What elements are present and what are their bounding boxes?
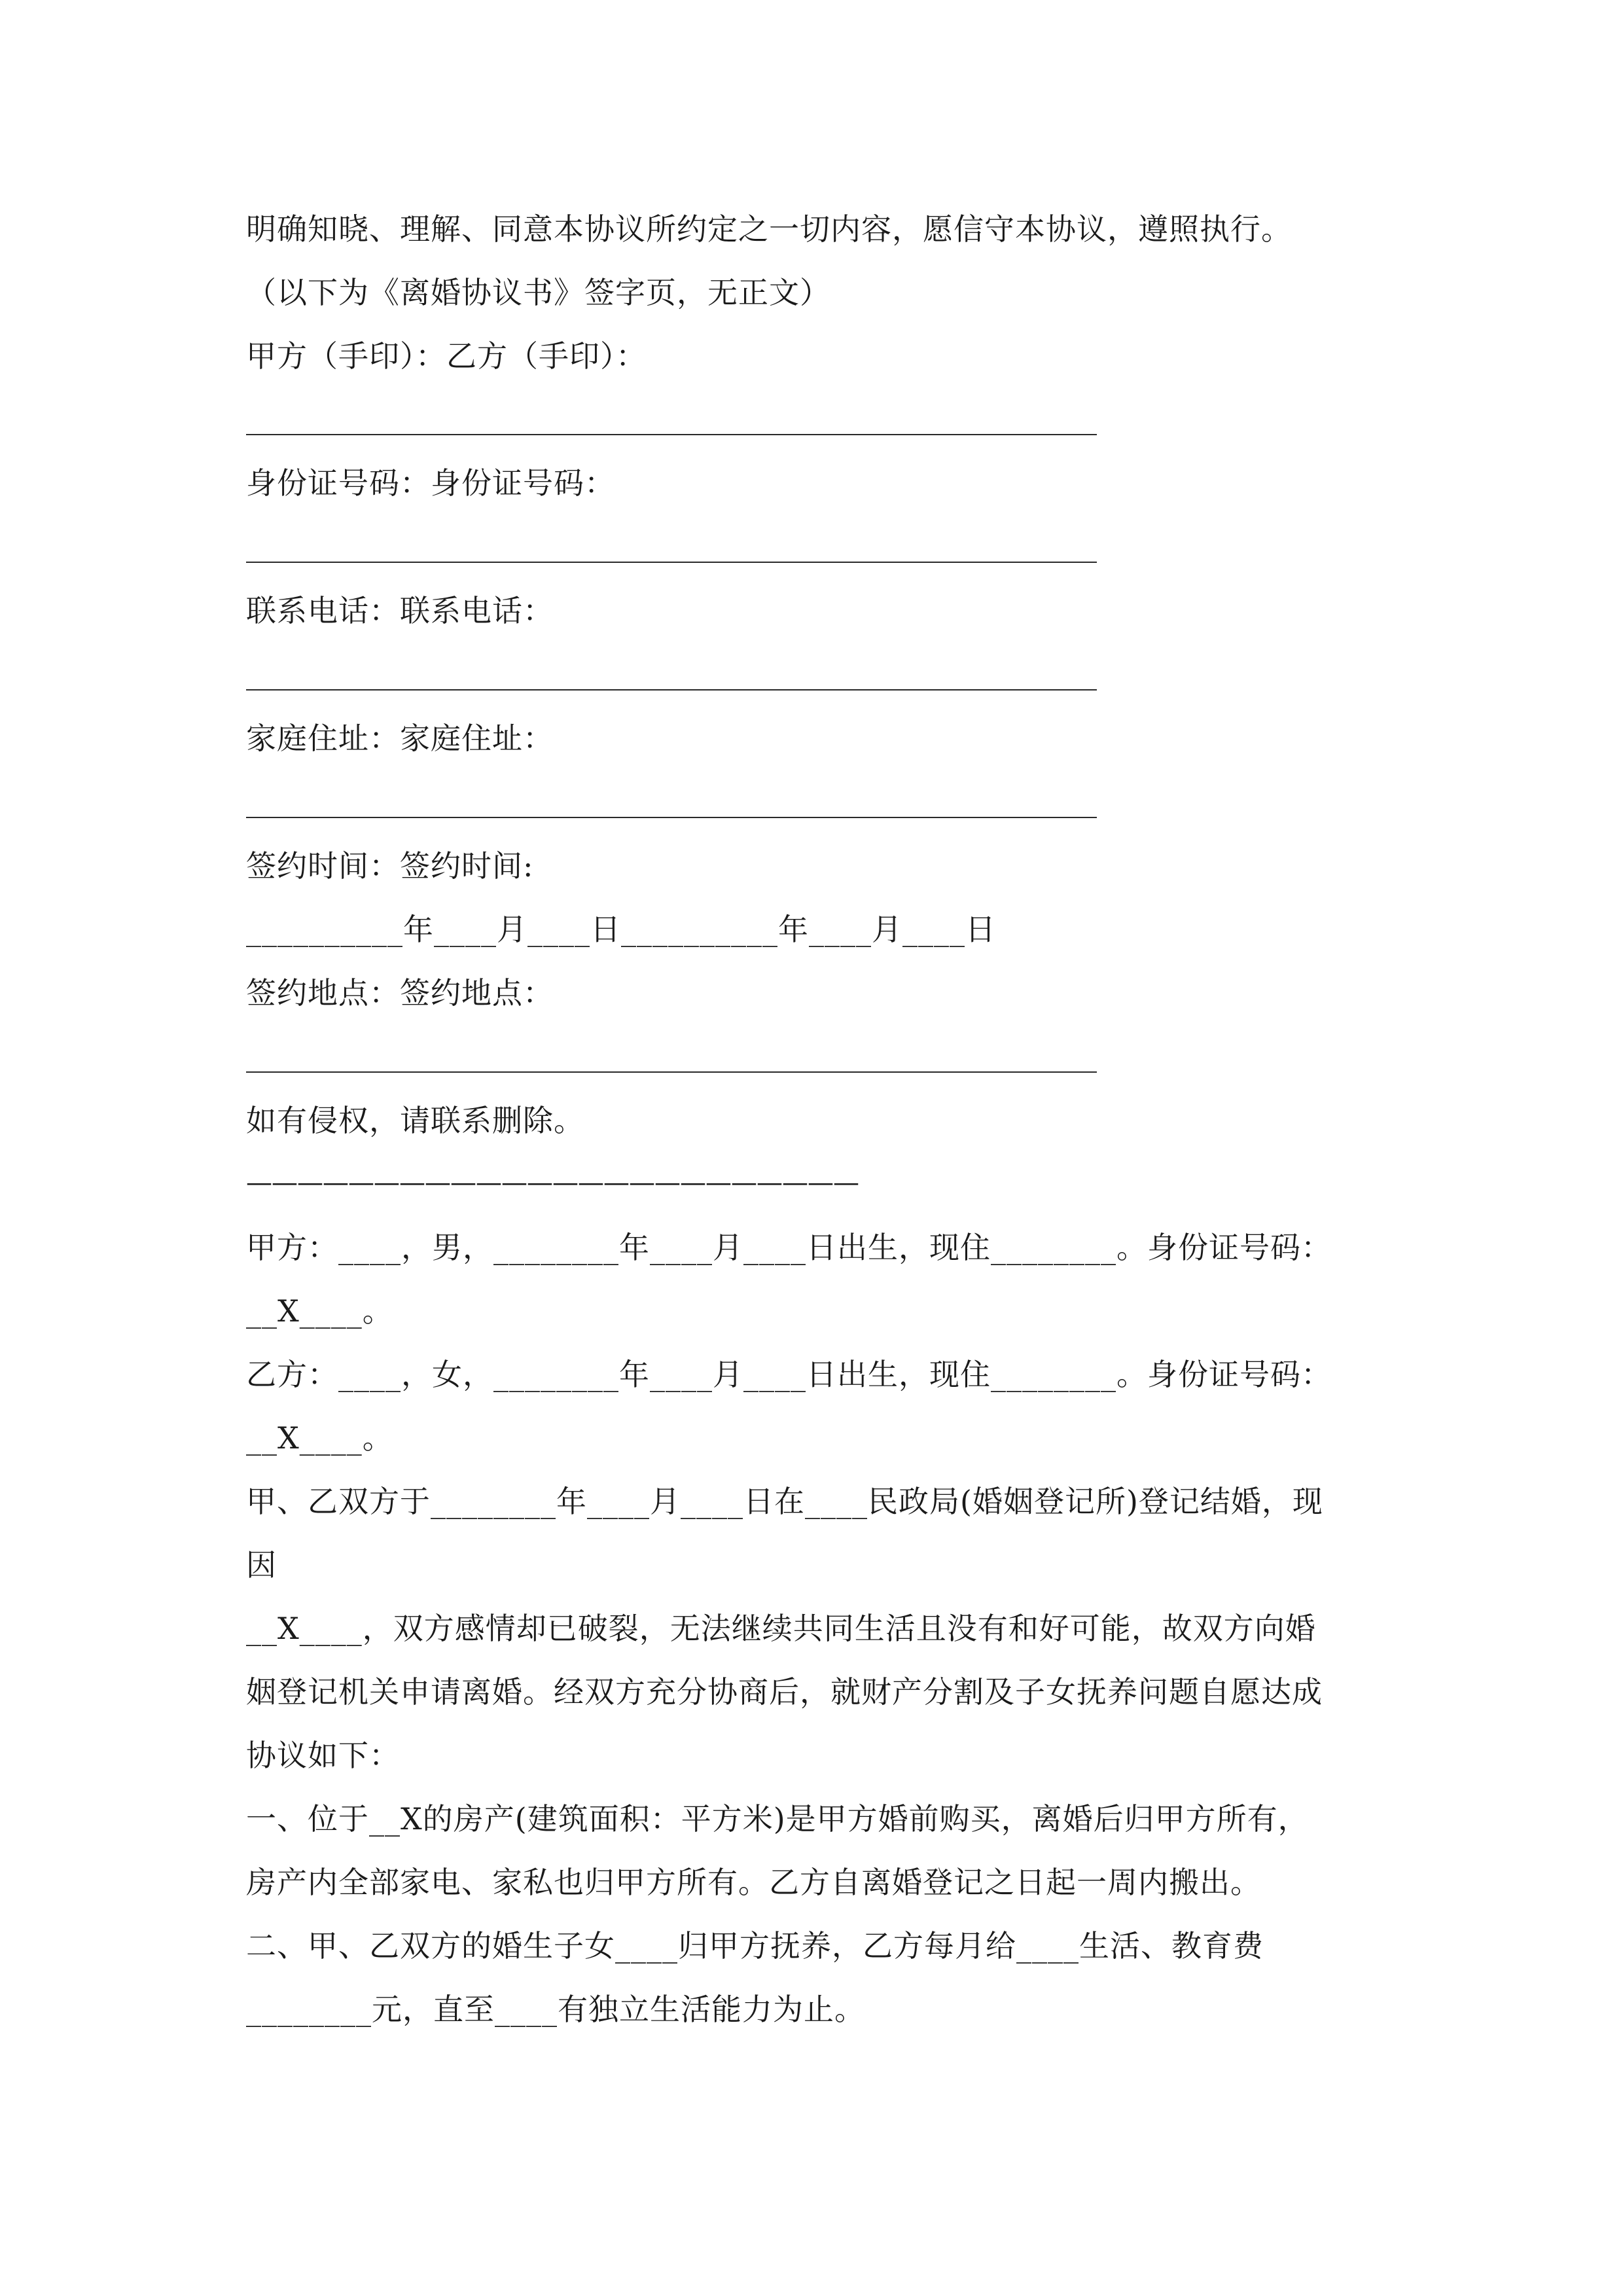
label-signing-dates: 签约时间：签约时间: [246,848,534,884]
id-blank-line [246,562,1097,563]
text-line-party-b-info: 乙方：____，女，________年____月____日出生，现住________。身份证号码： [246,1357,1332,1392]
signing-date-blanks: __________年____月____日__________年____月____日 [246,912,996,947]
text-line-party-a-info: 甲方：____，男，________年____月____日出生，现住________。身份证号码： [246,1230,1332,1265]
text-line-clause-2-continued: ________元，直至____有独立生活能力为止。 [246,1992,865,2027]
signature-blank-line [246,434,1097,435]
separator-dash-line: ———————————————————————— [246,1168,859,1198]
text-line-clause-1-property: 一、位于__X的房产(建筑面积：平方米)是甲方婚前购买，离婚后归甲方所有， [246,1801,1309,1837]
label-phone-numbers: 联系电话：联系电话： [246,593,554,628]
text-line-reason: __X____，双方感情却已破裂，无法继续共同生活且没有和好可能，故双方向婚 [246,1611,1316,1646]
place-blank-line [246,1071,1097,1073]
label-id-numbers: 身份证号码：身份证号码： [246,465,615,501]
label-party-fingerprints: 甲方（手印）：乙方（手印）： [246,338,647,374]
text-line-clause-2-custody: 二、甲、乙双方的婚生子女____归甲方抚养，乙方每月给____生活、教育费 [246,1928,1264,1964]
text-line-agreement-intro: 协议如下： [246,1738,400,1773]
label-home-addresses: 家庭住址：家庭住址： [246,721,554,756]
text-line-negotiation: 姻登记机关申请离婚。经双方充分协商后，就财产分割及子女抚养问题自愿达成 [246,1674,1323,1710]
phone-blank-line [246,689,1097,691]
text-line-party-b-id: __X____。 [246,1420,393,1456]
text-line-marriage-registration: 甲、乙双方于________年____月____日在____民政局(婚姻登记所)登记结婚，现 [246,1484,1323,1519]
text-line-reason-prefix: 因 [246,1547,277,1583]
text-line-party-a-id: __X____。 [246,1293,393,1329]
text-line-agreement-acknowledgement: 明确知晓、理解、同意本协议所约定之一切内容，愿信守本协议，遵照执行。 [246,211,1292,247]
text-line-copyright-notice: 如有侵权，请联系删除。 [246,1103,584,1138]
address-blank-line [246,817,1097,818]
text-line-signature-page-note: （以下为《离婚协议书》签字页，无正文） [246,275,830,310]
text-line-clause-1-continued: 房产内全部家电、家私也归甲方所有。乙方自离婚登记之日起一周内搬出。 [246,1865,1261,1900]
label-signing-places: 签约地点：签约地点： [246,975,554,1011]
